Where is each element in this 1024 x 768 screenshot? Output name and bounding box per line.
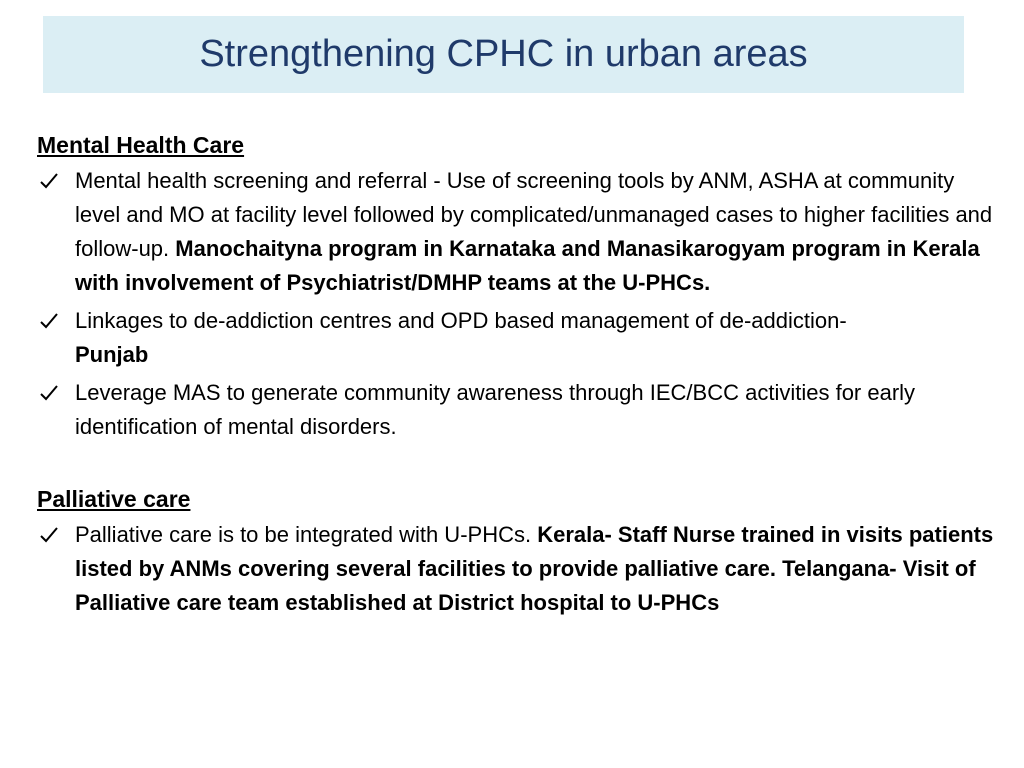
checkmark-icon: [39, 164, 63, 198]
section-mental-health: [37, 128, 997, 444]
bullet-text: Leverage MAS to generate community awareness through IEC/BCC activities for early identification of mental disorders.: [75, 380, 916, 439]
section-heading: Mental Health Care: [37, 132, 245, 158]
slide-title: Strengthening CPHC in urban areas: [199, 33, 808, 75]
bullet-bold-text: Kerala- Staff Nurse trained in visits patients listed by ANMs covering several facilities to provide palliative care. Telangana- Visit of Palliative care team established at District hospital to U-PHCs: [75, 522, 994, 615]
checkmark-icon: [39, 518, 63, 552]
title-banner: [43, 16, 964, 93]
section-spacer: [37, 448, 997, 482]
section-palliative-care: [37, 482, 997, 620]
bullet-item: [37, 376, 997, 444]
section-heading: Palliative care: [37, 486, 191, 512]
bullet-item: [37, 518, 997, 620]
bullet-text: Palliative care is to be integrated with U-PHCs.: [75, 522, 538, 547]
bullet-bold-text: Punjab: [75, 342, 149, 367]
bullet-item: [37, 164, 997, 300]
bullet-text: Mental health screening and referral - Use of screening tools by ANM, ASHA at community level and MO at facility level followed by complicated/unmanaged cases to higher facilities and follow-up.: [75, 168, 993, 261]
checkmark-icon: [39, 304, 63, 338]
bullet-bold-text: Manochaityna program in Karnataka and Manasikarogyam program in Kerala with involvement of Psychiatrist/DMHP teams at the U-PHCs.: [75, 236, 980, 295]
slide-content: [37, 128, 997, 624]
bullet-text: Linkages to de-addiction centres and OPD based management of de-addiction-: [75, 308, 847, 333]
bullet-item: [37, 304, 997, 372]
checkmark-icon: [39, 376, 63, 410]
